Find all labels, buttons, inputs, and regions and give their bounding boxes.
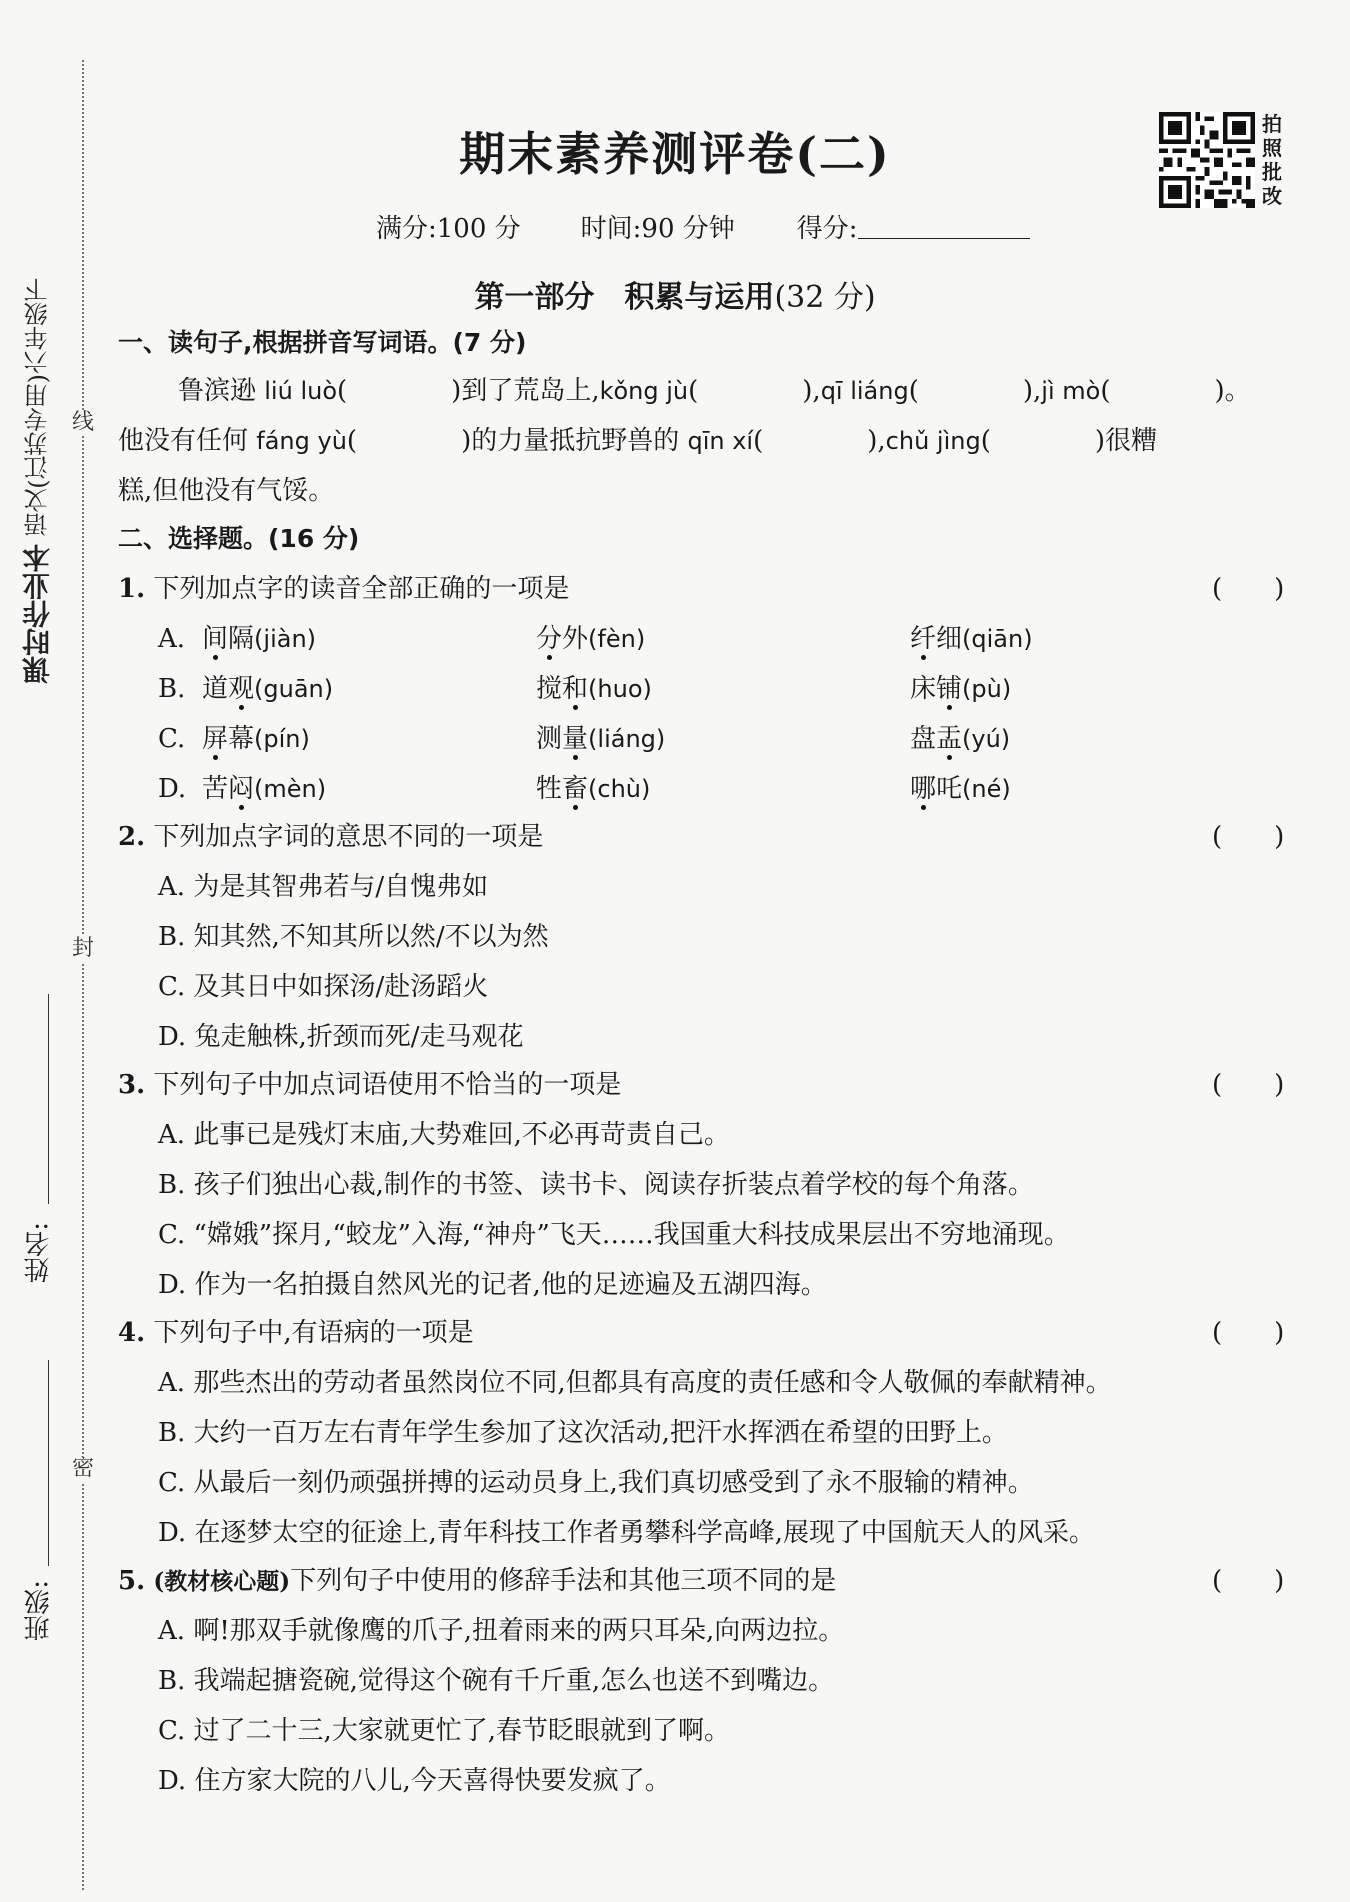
exam-title: 期末素养测评卷(二) xyxy=(459,127,891,181)
pinyin: qī liáng xyxy=(820,377,909,405)
q4-answer-box[interactable]: ( ) xyxy=(1212,1318,1285,1348)
q2-option-a: A. 为是其智弗若与/自愧弗如 xyxy=(158,872,489,902)
q5-option-a: A. 啊!那双手就像鹰的爪子,扭着雨来的两只耳朵,向两边拉。 xyxy=(158,1616,845,1646)
section1-line3: 糕,但他没有气馁。 xyxy=(118,476,335,506)
text-segment: , xyxy=(877,426,886,456)
qr-label: 拍照批改 xyxy=(1262,112,1282,208)
q1-option-b-item3: 床铺(pù) xyxy=(910,674,1012,704)
q3-option-c: C. “嫦娥”探月,“蛟龙”入海,“神舟”飞天……我国重大科技成果层出不穷地涌现。 xyxy=(158,1220,1070,1250)
q4-option-a: A. 那些杰出的劳动者虽然岗位不同,但都具有高度的责任感和令人敬佩的奉献精神。 xyxy=(158,1368,1112,1398)
q4-option-d: D. 在逐梦太空的征途上,青年科技工作者勇攀科学高峰,展现了中国航天人的风采。 xyxy=(158,1518,1095,1548)
q5-option-c: C. 过了二十三,大家就更忙了,春节眨眼就到了啊。 xyxy=(158,1716,731,1746)
text-segment: 很糟 xyxy=(1105,426,1158,456)
qr-code-icon[interactable] xyxy=(1159,112,1255,208)
q1-number: 1. xyxy=(118,574,146,604)
q4-stem-text: 下列句子中,有语病的一项是 xyxy=(153,1318,474,1348)
q1-option-a-label: A. xyxy=(158,624,186,654)
class-field[interactable] xyxy=(48,1360,49,1566)
q2-option-b: B. 知其然,不知其所以然/不以为然 xyxy=(158,922,549,952)
part1-title xyxy=(0,272,1350,316)
class-label: 班级: xyxy=(24,1580,54,1641)
q2-stem xyxy=(118,820,543,854)
section1-title: 一、读句子,根据拼音写词语。(7 分) xyxy=(118,328,527,357)
answer-blank[interactable]: ( ) xyxy=(688,376,813,406)
q1-option-b-label: B. xyxy=(158,674,186,704)
part1-points: (32 分) xyxy=(774,280,876,315)
full-score: 满分:100 分 xyxy=(376,214,521,244)
pinyin: chǔ jìng xyxy=(885,427,981,455)
q5-tag: (教材核心题) xyxy=(153,1568,291,1595)
q3-option-d: D. 作为一名拍摄自然风光的记者,他的足迹遍及五湖四海。 xyxy=(158,1270,827,1300)
answer-blank[interactable]: ( ) xyxy=(1100,376,1225,406)
section1-line1 xyxy=(178,374,1251,408)
name-field[interactable] xyxy=(48,994,49,1204)
q4-option-c: C. 从最后一刻仍顽强拼搏的运动员身上,我们真切感受到了永不服输的精神。 xyxy=(158,1468,1034,1498)
q2-option-c: C. 及其日中如探汤/赴汤蹈火 xyxy=(158,972,489,1002)
q4-number: 4. xyxy=(118,1318,146,1348)
answer-blank[interactable]: ( ) xyxy=(337,376,462,406)
q1-option-d-label: D. xyxy=(158,774,187,804)
q5-stem xyxy=(118,1564,836,1599)
cut-char-xian: 线 xyxy=(71,410,94,435)
q1-option-b-item2: 搅和(huo) xyxy=(536,674,652,704)
q1-answer-box[interactable]: ( ) xyxy=(1212,574,1285,604)
q3-number: 3. xyxy=(118,1070,146,1100)
series-label xyxy=(21,278,54,685)
part1-title-text: 第一部分 积累与运用 xyxy=(474,280,775,315)
q3-option-a: A. 此事已是残灯末庙,大势难回,不必再苛责自己。 xyxy=(158,1120,730,1150)
q1-option-d-item1: 苦闷(mèn) xyxy=(202,774,327,804)
q1-stem-text: 下列加点字的读音全部正确的一项是 xyxy=(153,574,570,604)
q4-stem xyxy=(118,1316,474,1350)
q5-stem-text: 下列句子中使用的修辞手法和其他三项不同的是 xyxy=(290,1566,837,1596)
cut-char-feng: 封 xyxy=(71,936,94,961)
text-segment: , xyxy=(1033,376,1042,406)
q5-number: 5. xyxy=(118,1566,146,1596)
q1-option-c-label: C. xyxy=(158,724,186,754)
q5-option-b: B. 我端起搪瓷碗,觉得这个碗有千斤重,怎么也送不到嘴边。 xyxy=(158,1666,835,1696)
score-field[interactable] xyxy=(858,214,1030,239)
q1-option-d-item3: 哪吒(né) xyxy=(910,774,1011,804)
cut-char-mi: 密 xyxy=(71,1456,94,1481)
pinyin: fáng yù xyxy=(256,427,347,455)
q1-option-a-item3: 纤细(qiān) xyxy=(910,624,1033,654)
series-subtitle: 语文(江苏专用)六年级下 xyxy=(24,278,52,537)
pinyin: qīn xí xyxy=(687,427,754,455)
q1-option-c-item3: 盘盂(yú) xyxy=(910,724,1011,754)
q1-option-a-item1: 间隔(jiàn) xyxy=(202,624,317,654)
text-segment: 的力量抵抗野兽的 xyxy=(471,426,688,456)
section2-title: 二、选择题。(16 分) xyxy=(118,524,360,553)
q1-option-c-item2: 测量(liáng) xyxy=(536,724,666,754)
q1-option-d-item2: 牲畜(chù) xyxy=(536,774,651,804)
pinyin: jì mò xyxy=(1041,377,1101,405)
answer-blank[interactable]: ( ) xyxy=(980,426,1105,456)
score-label: 得分: xyxy=(796,214,858,244)
series-brand: 课时作业本 xyxy=(21,544,54,685)
cut-line xyxy=(82,60,84,1890)
q3-stem-text: 下列句子中加点词语使用不恰当的一项是 xyxy=(153,1070,622,1100)
q4-option-b: B. 大约一百万左右青年学生参加了这次活动,把汗水挥洒在希望的田野上。 xyxy=(158,1418,1008,1448)
answer-blank[interactable]: ( ) xyxy=(908,376,1034,406)
pinyin: liú luò xyxy=(264,377,338,405)
q3-answer-box[interactable]: ( ) xyxy=(1212,1070,1285,1100)
q3-option-b: B. 孩子们独出心裁,制作的书签、读书卡、阅读存折装点着学校的每个角落。 xyxy=(158,1170,1034,1200)
text-segment: 他没有任何 xyxy=(118,426,257,456)
q1-stem xyxy=(118,572,569,606)
q1-option-b-item1: 道观(guān) xyxy=(202,674,334,704)
text-segment: 。 xyxy=(1224,376,1251,406)
name-label: 姓名: xyxy=(24,1222,54,1283)
q2-stem-text: 下列加点字词的意思不同的一项是 xyxy=(153,822,544,852)
q2-number: 2. xyxy=(118,822,146,852)
answer-blank[interactable]: ( ) xyxy=(346,426,472,456)
q1-option-a-item2: 分外(fèn) xyxy=(536,624,646,654)
section1-line2 xyxy=(118,424,1157,458)
text-segment: 到了荒岛上, xyxy=(461,376,600,406)
q2-option-d: D. 兔走触株,折颈而死/走马观花 xyxy=(158,1022,524,1052)
q3-stem xyxy=(118,1068,621,1102)
text-segment: 鲁滨逊 xyxy=(178,376,265,406)
pinyin: kǒng jù xyxy=(599,377,689,405)
answer-blank[interactable]: ( ) xyxy=(753,426,878,456)
q5-option-d: D. 住方家大院的八儿,今天喜得快要发疯了。 xyxy=(158,1766,671,1796)
text-segment: , xyxy=(812,376,821,406)
q1-option-c-item1: 屏幕(pín) xyxy=(202,724,310,754)
q5-answer-box[interactable]: ( ) xyxy=(1212,1566,1285,1596)
q2-answer-box[interactable]: ( ) xyxy=(1212,822,1285,852)
exam-info xyxy=(376,208,1030,245)
time-limit: 时间:90 分钟 xyxy=(580,214,735,244)
